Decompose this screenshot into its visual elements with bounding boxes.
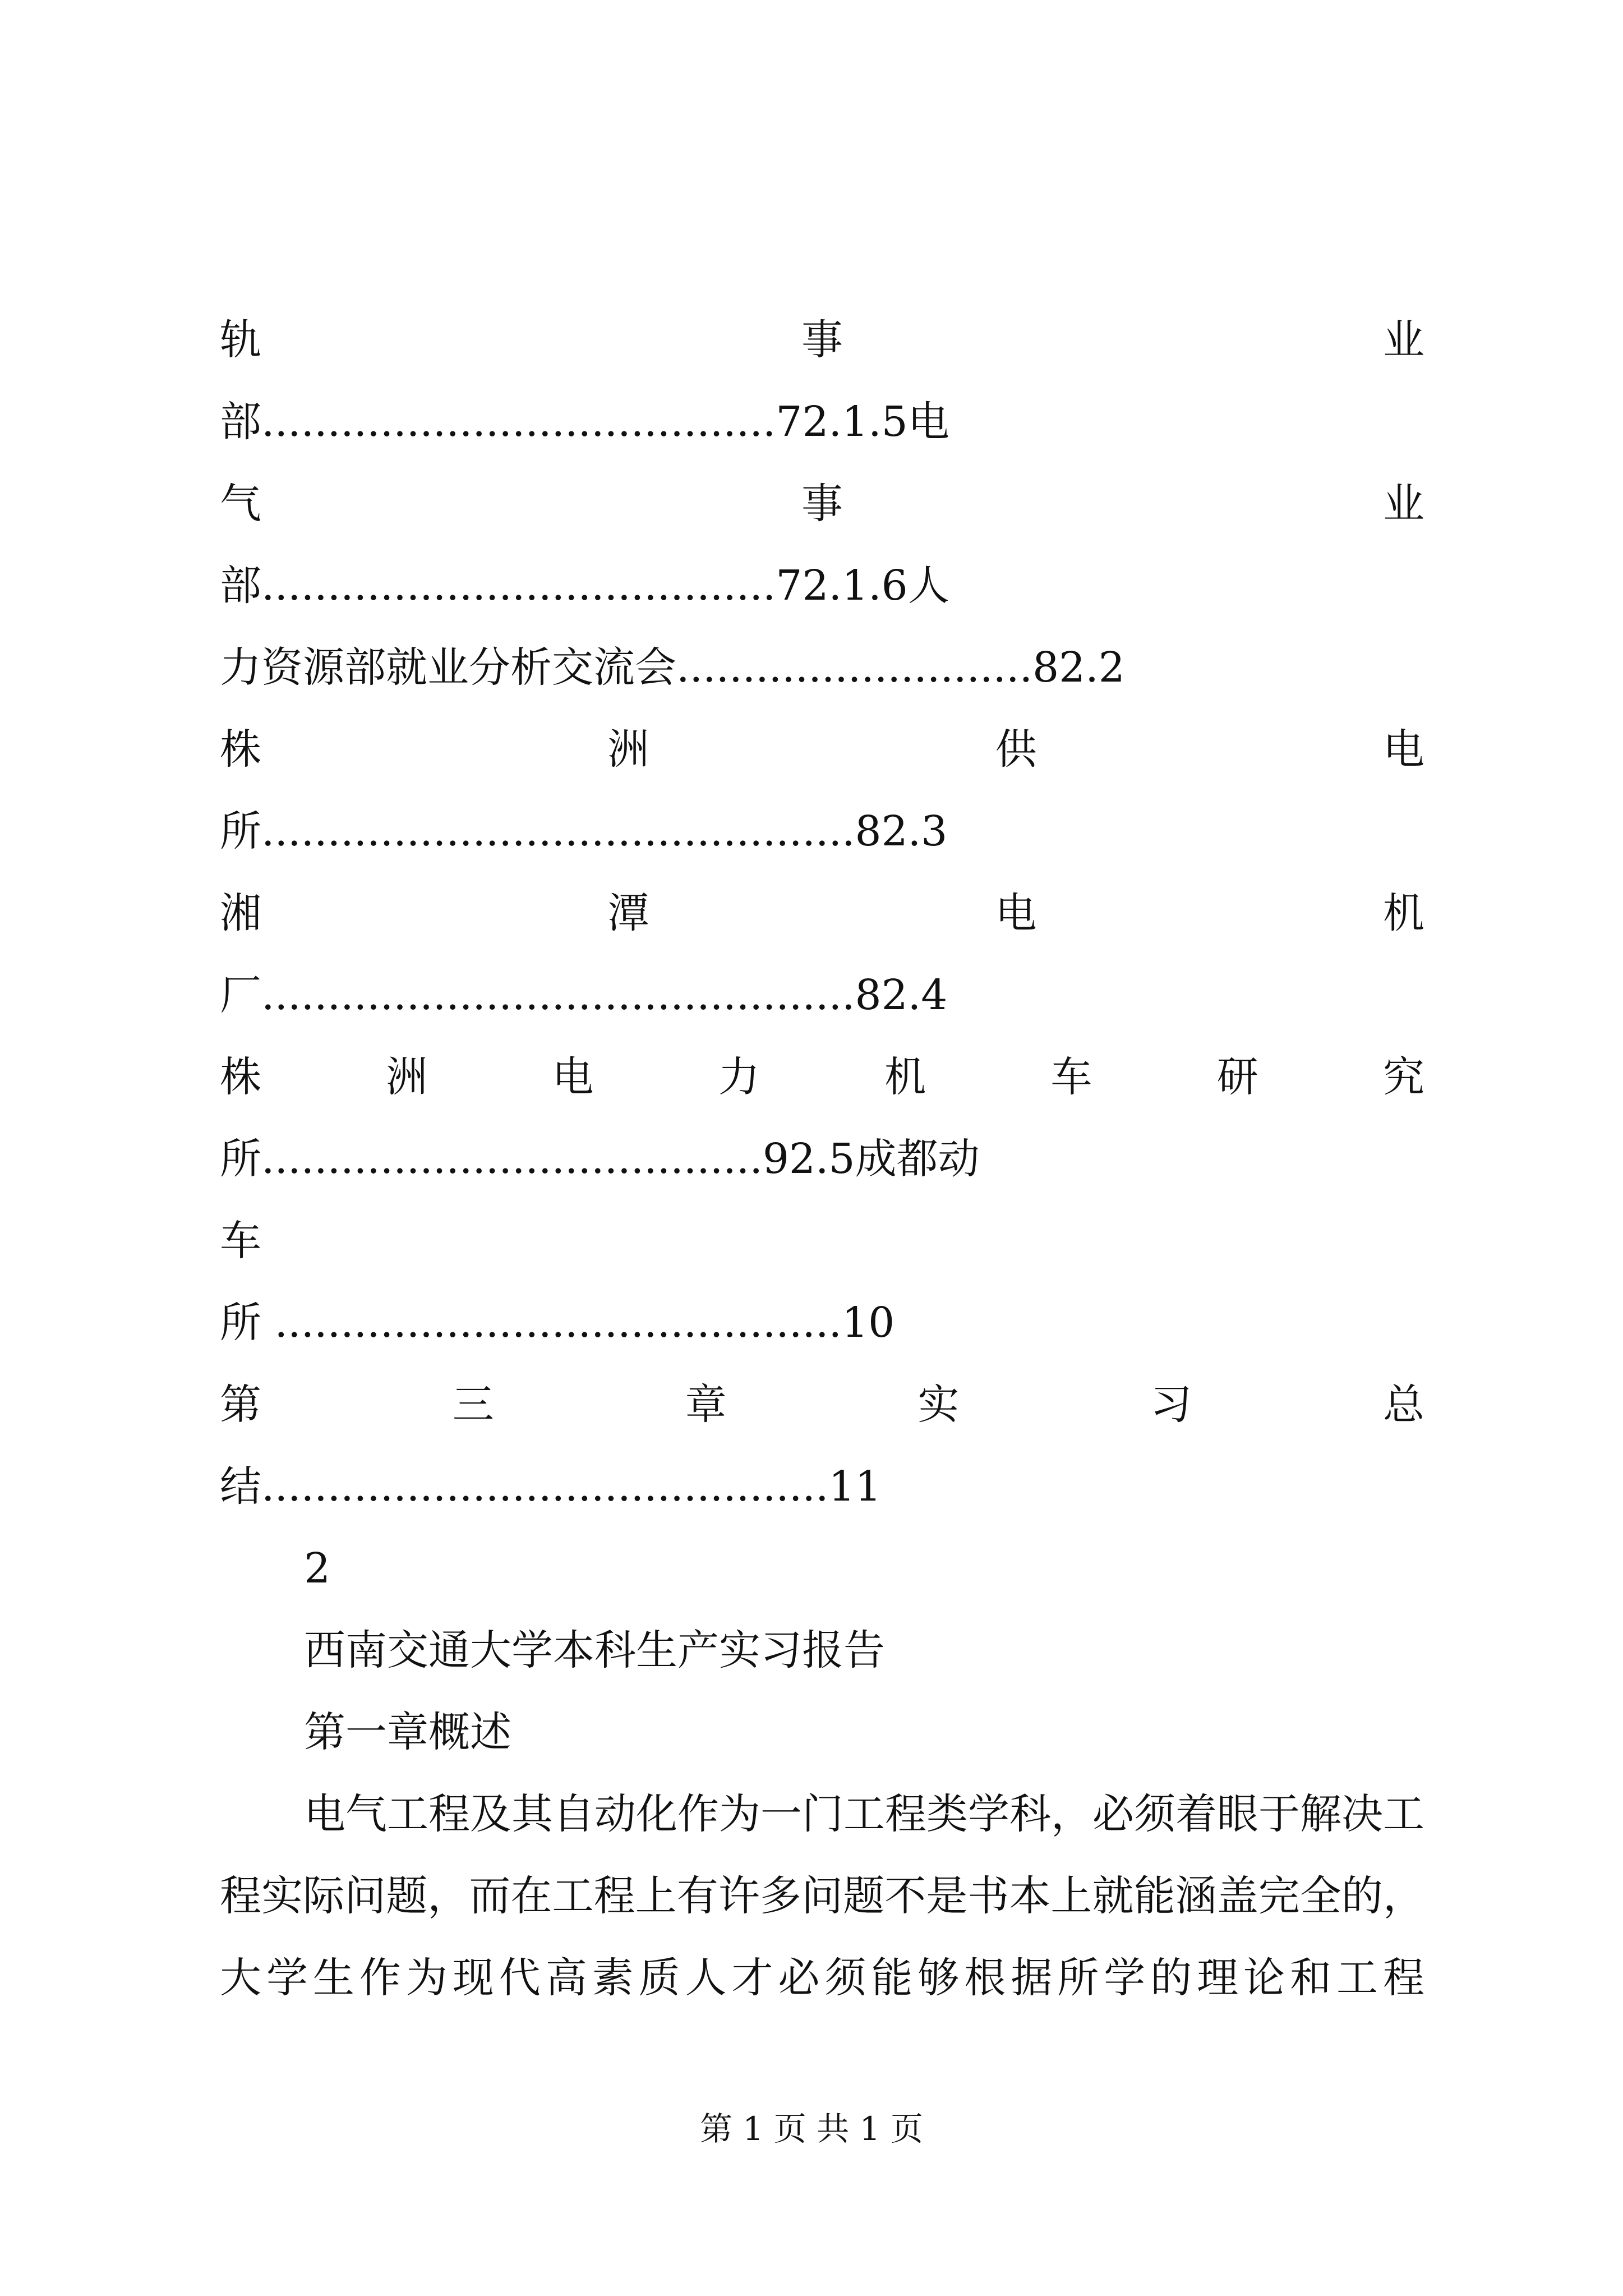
toc-char: 电 <box>995 889 1037 937</box>
toc-char: 湘 <box>220 889 261 937</box>
toc-char: 潭 <box>607 889 649 937</box>
toc-char: 机 <box>884 1053 926 1101</box>
report-title: 西南交通大学本科生产实习报告 <box>304 1626 885 1674</box>
toc-char: 实 <box>917 1381 960 1429</box>
toc-line-11: 所......................................92.5成都动 <box>220 1135 980 1183</box>
toc-line-5: 力资源部就业分析交流会...........................82.2 <box>220 643 1125 692</box>
toc-line-7: 所.............................................82.3 <box>220 807 948 855</box>
toc-char: 事 <box>801 316 843 364</box>
toc-char: 株 <box>220 725 261 774</box>
toc-char: 总 <box>1382 1381 1424 1429</box>
toc-char: 机 <box>1382 889 1424 937</box>
toc-char: 气 <box>220 480 261 528</box>
toc-line-15: 结...........................................11 <box>220 1462 882 1511</box>
toc-char: 事 <box>801 480 843 528</box>
toc-char: 习 <box>1150 1381 1192 1429</box>
toc-char: 电 <box>552 1053 594 1101</box>
toc-line-1 <box>220 306 1424 374</box>
toc-char: 供 <box>995 725 1037 774</box>
page-footer: 第 1 页 共 1 页 <box>700 2110 923 2148</box>
toc-line-6 <box>220 716 1424 783</box>
page-number-marker: 2 <box>304 1544 331 1593</box>
toc-char: 第 <box>220 1381 261 1429</box>
toc-char: 章 <box>685 1381 727 1429</box>
toc-line-9: 厂.............................................82.4 <box>220 971 948 1019</box>
toc-line-10 <box>220 1043 1424 1111</box>
toc-char: 研 <box>1216 1053 1258 1101</box>
toc-line-14 <box>220 1371 1424 1438</box>
toc-char: 轨 <box>220 316 261 364</box>
toc-line-2: 部.......................................72.1.5电 <box>220 398 949 446</box>
toc-char: 究 <box>1382 1053 1424 1101</box>
toc-char: 洲 <box>386 1053 428 1101</box>
toc-line-3 <box>220 470 1424 537</box>
toc-char: 电 <box>1382 725 1424 774</box>
toc-char: 洲 <box>607 725 649 774</box>
toc-line-4: 部.......................................72.1.6人 <box>220 562 949 610</box>
body-paragraph: 电气工程及其自动化作为一门工程类学科，必须着眼于解决工程实际问题，而在工程上有许多问题不是书本上就能涵盖完全的，大学生作为现代高素质人才必须能够根据所学的理论和工程 <box>220 1790 1424 2002</box>
toc-line-8 <box>220 880 1424 947</box>
toc-char: 三 <box>452 1381 494 1429</box>
chapter-title: 第一章概述 <box>304 1708 511 1756</box>
toc-char: 车 <box>1050 1053 1092 1101</box>
toc-char: 株 <box>220 1053 261 1101</box>
toc-line-13: 所 ...........................................10 <box>220 1299 895 1347</box>
toc-line-12: 车 <box>220 1217 261 1265</box>
toc-char: 业 <box>1383 316 1424 364</box>
toc-char: 业 <box>1383 480 1424 528</box>
toc-char: 力 <box>718 1053 760 1101</box>
